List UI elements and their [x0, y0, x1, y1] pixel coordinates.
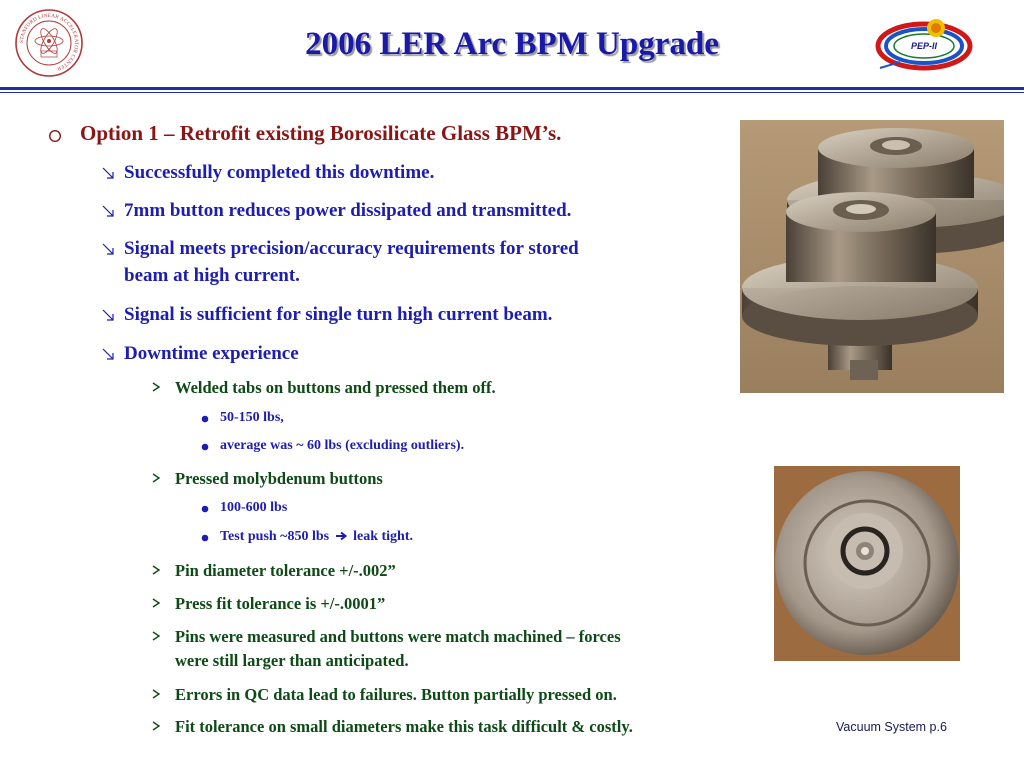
- item-pins-measured-line1: Pins were measured and buttons were match machined – forces: [175, 627, 621, 646]
- chevron-bullet-icon: [151, 382, 161, 392]
- item-welded-average: average was ~ 60 lbs (excluding outliers).: [220, 438, 465, 453]
- dot-bullet-icon: [201, 534, 209, 542]
- item-signal-precision-line1: Signal meets precision/accuracy requirements for stored: [124, 238, 579, 259]
- item-fit-tolerance: Fit tolerance on small diameters make this task difficult & costly.: [175, 717, 633, 736]
- dot-bullet-icon: [201, 415, 209, 423]
- chevron-bullet-icon: [151, 598, 161, 608]
- chevron-bullet-icon: [151, 631, 161, 641]
- item-pressed-molybdenum: Pressed molybdenum buttons: [175, 469, 383, 488]
- footer-page-label: Vacuum System p.6: [836, 720, 947, 734]
- bpm-button-top-photo: [774, 466, 960, 661]
- item-pressed-range: 100-600 lbs: [220, 500, 288, 515]
- arrow-bullet-icon: [101, 308, 115, 322]
- item-completed: Successfully completed this downtime.: [124, 162, 435, 183]
- chevron-bullet-icon: [151, 689, 161, 699]
- slide-title: 2006 LER Arc BPM Upgrade: [305, 26, 719, 62]
- chevron-bullet-icon: [151, 473, 161, 483]
- item-welded-range: 50-150 lbs,: [220, 410, 284, 425]
- hollow-circle-bullet-icon: [48, 129, 62, 143]
- leak-tight-text: leak tight.: [353, 529, 413, 544]
- dot-bullet-icon: [201, 443, 209, 451]
- chevron-bullet-icon: [151, 721, 161, 731]
- item-single-turn: Signal is sufficient for single turn high current beam.: [124, 304, 553, 325]
- test-push-text: Test push ~850 lbs: [220, 529, 330, 544]
- arrow-bullet-icon: [101, 242, 115, 256]
- item-7mm-button: 7mm button reduces power dissipated and transmitted.: [124, 200, 572, 221]
- arrow-bullet-icon: [101, 347, 115, 361]
- arrow-bullet-icon: [101, 204, 115, 218]
- option1-heading: Option 1 – Retrofit existing Borosilicate Glass BPM’s.: [80, 121, 562, 145]
- bpm-buttons-photo: [740, 120, 1004, 393]
- seal-text: STANFORD LINEAR ACCELERATOR CENTER: [18, 12, 80, 72]
- item-welded-tabs: Welded tabs on buttons and pressed them off.: [175, 378, 496, 397]
- item-test-push: [220, 529, 413, 545]
- item-signal-precision-line2: beam at high current.: [124, 265, 300, 286]
- pep-ii-logo-text: PEP-II: [910, 41, 938, 51]
- item-qc-errors: Errors in QC data lead to failures. Button partially pressed on.: [175, 685, 617, 704]
- item-downtime-experience: Downtime experience: [124, 343, 299, 364]
- chevron-bullet-icon: [151, 565, 161, 575]
- dot-bullet-icon: [201, 505, 209, 513]
- item-pin-diameter: Pin diameter tolerance +/-.002”: [175, 561, 396, 580]
- item-press-fit: Press fit tolerance is +/-.0001”: [175, 594, 386, 613]
- arrow-bullet-icon: [101, 166, 115, 180]
- right-arrow-icon: [335, 531, 348, 541]
- item-pins-measured-line2: were still larger than anticipated.: [175, 651, 409, 670]
